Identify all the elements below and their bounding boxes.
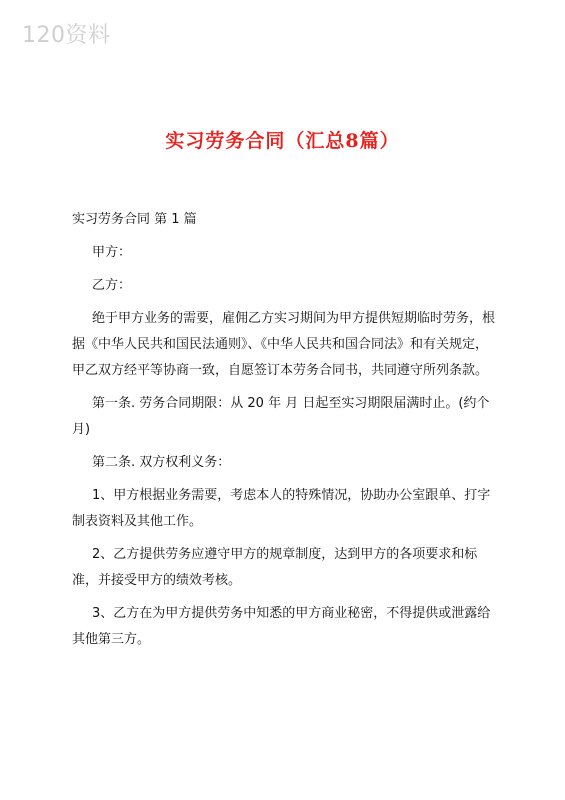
watermark-logo: 120资料 — [22, 23, 111, 48]
clause-2-paragraph: 2、乙方提供劳务应遵守甲方的规章制度，达到甲方的各项要求和标准，并接受甲方的绩效考核。 — [72, 547, 478, 588]
article-1-paragraph: 第一条. 劳务合同期限：从 20 年 月 日起至实习期限届满时止。(约个月) — [72, 396, 490, 437]
party-a-line: 甲方： — [92, 245, 132, 260]
clause-1-paragraph: 1、甲方根据业务需要，考虑本人的特殊情况，协助办公室跟单、打字制表资料及其他工作。 — [72, 488, 491, 529]
document-body — [72, 207, 500, 660]
preamble-paragraph: 绝于甲方业务的需要，雇佣乙方实习期间为甲方提供短期临时劳务，根据《中华人民共和国民法通则》、《中华人民共和国合同法》和有关规定，甲乙双方经平等协商一致，自愿签订本劳务合同书，共同遵守所列条款。 — [72, 311, 496, 378]
clause-3-paragraph: 3、乙方在为甲方提供劳务中知悉的甲方商业秘密，不得提供或泄露给其他第三方。 — [72, 606, 491, 647]
article-2-heading: 第二条. 双方权利义务： — [92, 455, 231, 470]
section-title: 实习劳务合同 第 1 篇 — [72, 212, 197, 227]
party-b-line: 乙方： — [92, 278, 132, 293]
document-title: 实习劳务合同（汇总8篇） — [165, 130, 400, 152]
